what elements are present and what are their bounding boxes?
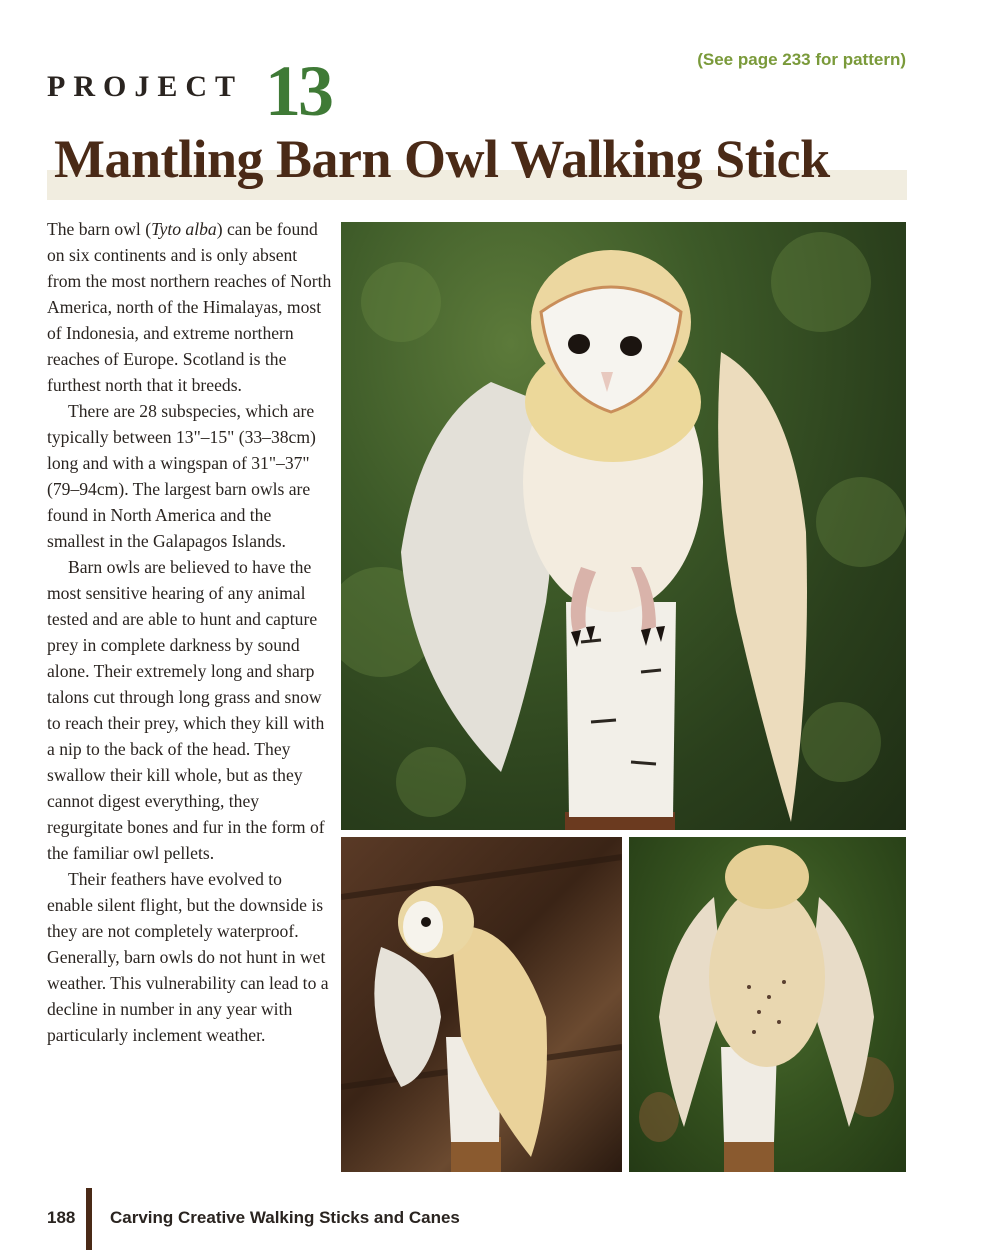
footer-divider bbox=[86, 1188, 92, 1250]
side-view-owl-photo bbox=[341, 837, 622, 1172]
project-label: PROJECT bbox=[47, 70, 244, 103]
back-view-owl-photo bbox=[629, 837, 906, 1172]
book-title: Carving Creative Walking Sticks and Canes bbox=[110, 1208, 460, 1227]
paragraph-3: Barn owls are believed to have the most sensitive hearing of any animal tested and are able to hunt and capture prey in complete darkness by sound alone. Their extremely long and sharp talons cut through long grass and snow to reach their prey, which they kill with a nip to the back of the head. They swallow their kill whole, but as they cannot digest everything, they regurgitate bones and fur in the form of the familiar owl pellets. bbox=[47, 557, 325, 863]
paragraph-1: The barn owl (Tyto alba) can be found on six continents and is only absent from the most northern reaches of North America, north of the Himalayas, most of Indonesia, and extreme northern reaches of Europe. Scotland is the furthest north that it breeds. bbox=[47, 219, 332, 395]
page-number: 188 bbox=[47, 1208, 76, 1227]
project-number: 13 bbox=[265, 51, 331, 131]
paragraph-4: Their feathers have evolved to enable silent flight, but the downside is they are not completely waterproof. Generally, barn owls do not hunt in wet weather. This vulnerability can lead to a decline in number in any year with particularly inclement weather. bbox=[47, 869, 329, 1045]
page-title: Mantling Barn Owl Walking Stick bbox=[54, 129, 830, 189]
pattern-reference: (See page 233 for pattern) bbox=[697, 50, 906, 69]
paragraph-2: There are 28 subspecies, which are typically between 13"–15" (33–38cm) long and with a wingspan of 31"–37" (79–94cm). The largest barn owls are found in North America and the smallest in the Galapagos Islands. bbox=[47, 401, 316, 551]
main-owl-photo bbox=[341, 222, 906, 830]
species-name: Tyto alba bbox=[151, 219, 217, 239]
article-body bbox=[47, 216, 332, 1048]
